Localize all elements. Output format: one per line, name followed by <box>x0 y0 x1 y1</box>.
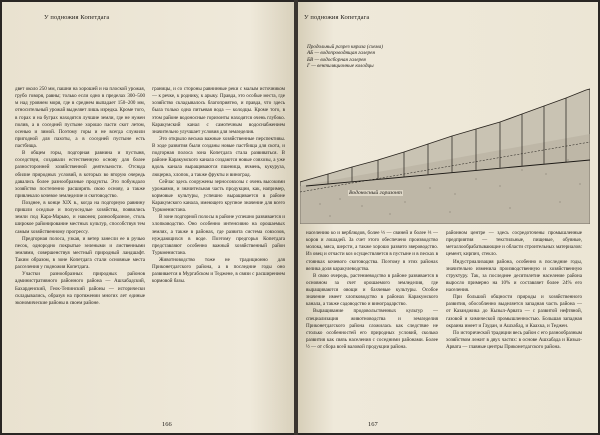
paragraph: В зоне подгорной полосы в районе успешно развивается и хлопководство. Оно особенно интенсивно на орошаемых землях, а также в районах, где развита система совхозов, нуждающихся в воде. Поэтому предгорья Копетдага представляют особенно важный хозяйственный район Туркменистана. <box>152 214 285 256</box>
right-column-1 <box>306 230 438 425</box>
paragraph: населению ко и верблюдов, более ⅓ — свиней и более ⅓ — коров и лошадей. За счет этого обеспечено производство молока, мяса, шерсти, а также хорошо развито звероводство. Из овец и отчасти коз осуществляется в пустыне и в песках в стоянках кочевого скотоводства. Поэтому в этих районах велика доля каракулеводства. <box>306 230 438 272</box>
figure-legend <box>307 44 383 70</box>
legend-item: АБ — водопроводящая галерея <box>307 50 375 57</box>
left-column-1 <box>15 86 145 418</box>
paragraph: границы, и со стороны равнинные реки с малым источником — к речке, к роднику, к арыку. Правда, это особые места, где хозяйство складывалось благоприятно, и правда, что здесь была только одна питьевая вода — колодцы. Кроме того, в этом районе водоносные горизонты находятся очень глубоко. Каракумский канал с самотечным водоснабжением значительно улучшает условия для земледелия. <box>152 86 285 135</box>
paragraph: Участки разнообразных природных районов административного районного района — Ашхабадский, Бахарденский, Геок-Тепинский районы — исторически складывались, образуя на протяжении многих лет единые экономические районы в своем районе. <box>15 271 145 306</box>
paragraph: двет около 250 мм, пашни на хорошей и на плоской урожая, грубо говоря, равны; только если одно в пределах 300–500 м над уровнем моря, где в среднем выпадает 150–200 мм, относительный урожай выделяет лишь изредка. Кроме того, в горах и на буграх находятся лучшие земли, где не нужен полив, а в соседней пустыне хорошо пасти скот летом, осенью и зимой. Поэтому горы и не всегда служили пригодной для пахоты, а в соседней пустыне есть пастбища. <box>15 86 145 149</box>
kyariz-cross-section <box>300 74 590 224</box>
legend-item: Г — вентиляционные колодцы <box>307 63 374 70</box>
page-number-left: 166 <box>162 421 172 428</box>
paragraph: районном центре — здесь сосредоточены промышленные предприятия — текстильные, пищевые, обувные, металлообрабатывающие и области строительных материалов: цемент, кирпич, стекло. <box>446 230 582 258</box>
paragraph: В общем горы, подгорная равнина и пустыня, соседствуя, создавали естественную основу для более разносторонней хозяйственной деятельности. Отсюда обилие природных условий, в которых во вторую очередь давались более разнообразные продукты. Это побуждало хозяйство постепенно расширять свою основу, а также привлекало кочевое земледелие и скотоводство. <box>15 150 145 199</box>
legend-item: БВ — водосборная галерея <box>307 56 366 63</box>
right-column-2 <box>446 230 582 425</box>
running-head-left: У подножия Копетдага <box>44 14 110 21</box>
paragraph: Индустриализация района, особенно в последние годы, значительно изменила производственную и хозяйственную структуру. Так, за последнее десятилетие население района выросло примерно на 10% и составляет более 24% его населения. <box>446 258 582 293</box>
aquifer-label: Водоносный горизонт <box>349 190 402 196</box>
running-head-right: У подножия Копетдага <box>304 14 370 21</box>
paragraph: По исторической традиции весь район с его разнообразным хозяйством лежит в двух частях: в основе Ашхабада и Кизыл-Арвата — главные центры Приконетдагского района. <box>446 329 582 350</box>
page-number-right: 167 <box>368 421 378 428</box>
paragraph: Выращивание продовольственных культур — специализация животноводства и земледелия Приконетдагского района сложилась как следствие не столько особенностей его природных условий, сколько развития как связь населения с соседними районами. Более ½ — от сбора всей валовой продукции района. <box>306 308 438 350</box>
paragraph: В свою очередь, растениеводство в районе развивается в основном за счет орошаемого земледелия, где выращиваются овощи и бахчевые культуры. Особое значение имеет хлопководство в районах Каракумского канала, а также садоводство и виноградарство. <box>306 272 438 308</box>
right-page <box>298 2 598 433</box>
paragraph: Это открыло весьма важные хозяйственные перспективы. В ходе развития были созданы новые пастбища для скота, и подгорная полоса зона Копетдага стала развиваться. В районе Каракумского канала создаются новые совхозы, а уже вдоль канала выращиваются пшеница, ячмень, кукуруза, люцерна, хлопок, а также фрукты и виноград. <box>152 135 285 178</box>
left-column-2 <box>152 86 285 418</box>
paragraph: При большой общности природы и хозяйственного развития, обособленно выделяется западная часть района — от Казанджика до Кызыл-Арвата — с развитой нефтяной, газовой и химической промышленностью. Большая западная окраина имеет и Гаудан, и Ашхабад, и Каахка, и Теджен. <box>446 294 582 329</box>
paragraph: Предгорная полоса, узкая, и ветер занесли ее в ручью песок, однородно покрытые зелеными и лиственными землями, совершенствуя местный природный ландшафт. Таким образом, в зоне Копетдага стали основные места расселения у подножия Копетдага. <box>15 235 145 271</box>
paragraph: Сейчас здесь сооружены зерносовхозы с очень высокими урожаями, и значительная часть продукции, как, например, кормовые культуры, успешно выращивается в районе Каракумского канала, имеющего крупное значение для всего Туркменистана. <box>152 178 285 214</box>
kyariz-figure <box>300 44 590 224</box>
paragraph: Животноводство тоже не традиционно для Приконетдагского района, а в последние годы оно развивается в Мургабском и Теджене, в связи с расширением кормовой базы. <box>152 257 285 285</box>
legend-title: Продольный разрез кяриза (схема) <box>307 44 383 50</box>
paragraph: Позднее, в конце XIX в., когда на подгорную равнину пришли оседлые и полуоседлые хозяйства, появились земли под Кара-Марыю, и наконец разнообразное, столь широкое районирование местных культур, способствуя тем самым хозяйственному прогрессу. <box>15 200 145 235</box>
left-page <box>2 2 294 433</box>
